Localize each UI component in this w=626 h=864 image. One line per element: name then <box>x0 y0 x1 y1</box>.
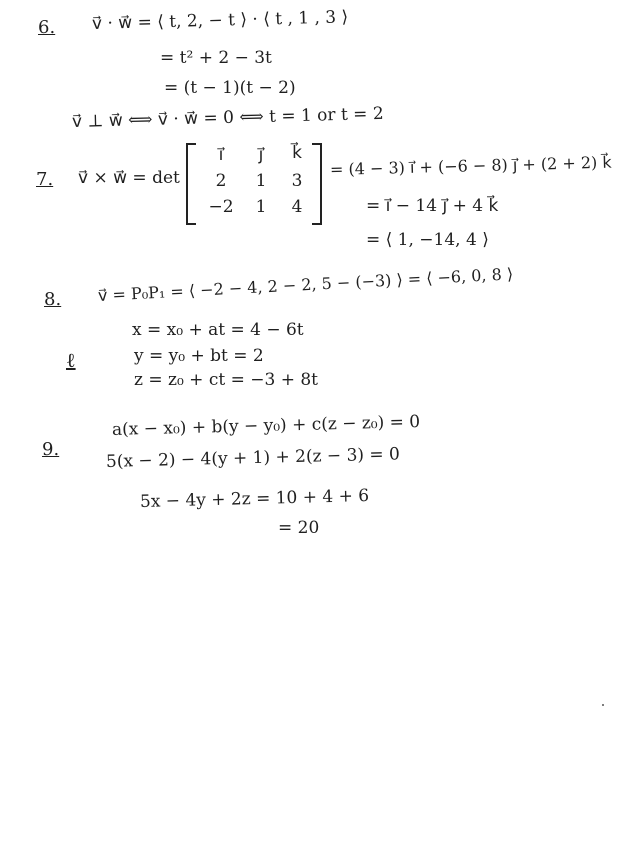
problem-6-line-1: v⃗ · w⃗ = ⟨ t, 2, − t ⟩ · ⟨ t , 1 , 3 ⟩ <box>91 7 349 34</box>
matrix-cell: j⃗ <box>258 145 264 165</box>
matrix-left-bracket <box>186 143 196 225</box>
matrix-cell: 2 <box>215 171 227 191</box>
problem-6-line-2: = t² + 2 − 3t <box>160 48 272 68</box>
determinant-matrix <box>186 143 322 221</box>
problem-8-y-equation: y = y₀ + bt = 2 <box>134 346 264 366</box>
scan-speck <box>602 704 604 706</box>
problem-7-result-3: = ⟨ 1, −14, 4 ⟩ <box>366 230 489 250</box>
problem-9-line-4: = 20 <box>278 518 320 538</box>
problem-7-result-1: = (4 − 3) i⃗ + (−6 − 8) j⃗ + (2 + 2) k⃗ <box>329 152 612 179</box>
problem-6-number: 6. <box>38 17 56 38</box>
problem-9-line-1: a(x − x₀) + b(y − y₀) + c(z − z₀) = 0 <box>111 411 421 440</box>
problem-8-line-label: ℓ <box>66 348 76 372</box>
problem-7-result-2: = i⃗ − 14 j⃗ + 4 k⃗ <box>366 196 499 216</box>
problem-9-line-3: 5x − 4y + 2z = 10 + 4 + 6 <box>139 486 370 512</box>
problem-8-line-1: v⃗ = P₀P₁ = ⟨ −2 − 4, 2 − 2, 5 − (−3) ⟩ = ⟨ −6, 0, 8 ⟩ <box>97 264 514 305</box>
matrix-cell: 1 <box>255 171 267 191</box>
problem-9-line-2: 5(x − 2) − 4(y + 1) + 2(z − 3) = 0 <box>105 444 401 472</box>
matrix-cell: k⃗ <box>292 143 302 163</box>
problem-9-number: 9. <box>42 439 60 460</box>
matrix-cell: −2 <box>208 197 234 217</box>
problem-8-x-equation: x = x₀ + at = 4 − 6t <box>132 320 304 340</box>
matrix-cell: 4 <box>291 197 303 217</box>
problem-7-lead: v⃗ × w⃗ = det <box>78 168 180 188</box>
problem-6-line-3: = (t − 1)(t − 2) <box>164 78 296 98</box>
matrix-cell: 1 <box>255 197 267 217</box>
matrix-cell: 3 <box>291 171 303 191</box>
matrix-cell: i⃗ <box>218 145 224 165</box>
problem-7-number: 7. <box>36 169 54 190</box>
problem-8-z-equation: z = z₀ + ct = −3 + 8t <box>134 370 318 390</box>
problem-6-line-4: v⃗ ⊥ w⃗ ⟺ v⃗ · w⃗ = 0 ⟺ t = 1 or t = 2 <box>71 103 384 132</box>
problem-8-number: 8. <box>44 289 62 310</box>
